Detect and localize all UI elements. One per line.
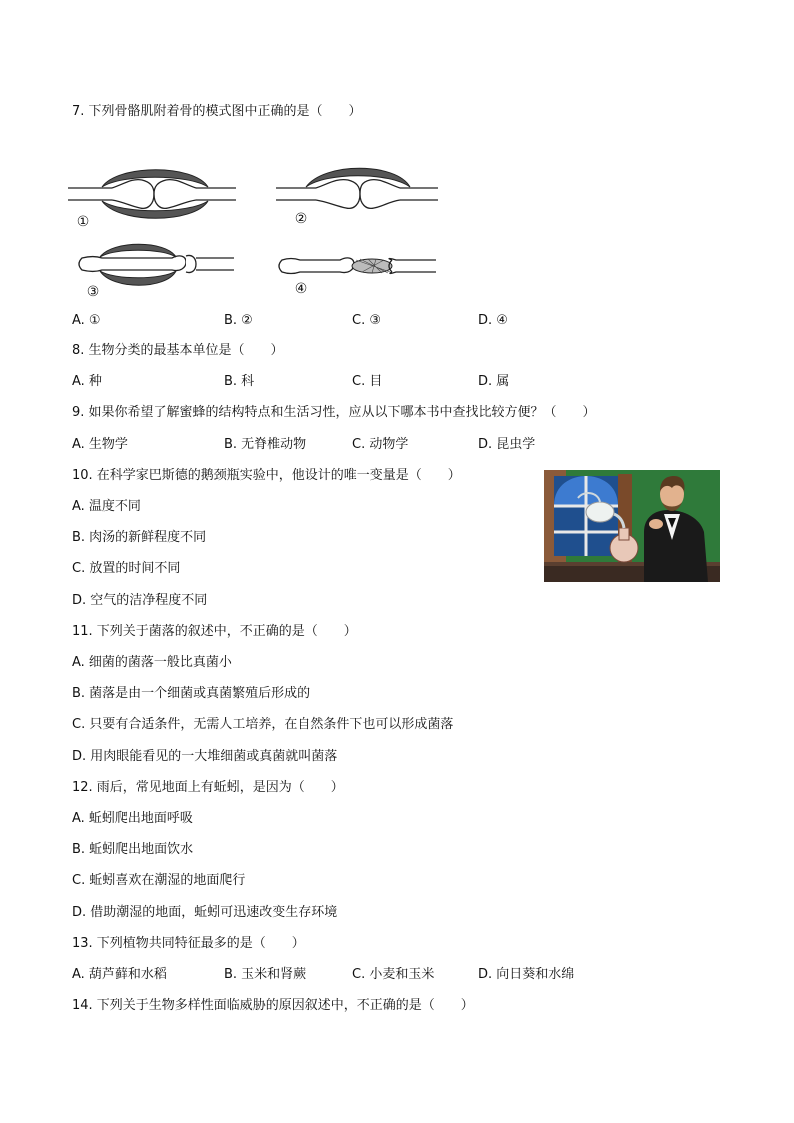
q11-option-c[interactable]: C. 只要有合适条件，无需人工培养，在自然条件下也可以形成菌落 [72, 717, 454, 732]
q10-option-b[interactable]: B. 肉汤的新鲜程度不同 [72, 530, 207, 545]
q11-option-d[interactable]: D. 用肉眼能看见的一大堆细菌或真菌就叫菌落 [72, 749, 338, 764]
q8-option-b[interactable]: B. 科 [224, 374, 255, 389]
muscle-bone-diagram-3 [76, 240, 236, 298]
q9-stem: 9. 如果你希望了解蜜蜂的结构特点和生活习性，应从以下哪本书中查找比较方便？（ ） [72, 405, 596, 420]
q9-option-c[interactable]: C. 动物学 [352, 437, 409, 452]
muscle-bottom [102, 201, 208, 218]
q12-option-c[interactable]: C. 蚯蚓喜欢在潮湿的地面爬行 [72, 873, 246, 888]
q7-option-b[interactable]: B. ② [224, 313, 253, 328]
q12-option-d[interactable]: D. 借助潮湿的地面，蚯蚓可迅速改变生存环境 [72, 905, 338, 920]
q13-stem: 13. 下列植物共同特征最多的是（ ） [72, 936, 305, 951]
q7-stem: 7. 下列骨骼肌附着骨的模式图中正确的是（ ） [72, 104, 362, 119]
q8-option-d[interactable]: D. 属 [478, 374, 510, 389]
figure-label-4: ④ [294, 281, 308, 297]
q12-stem: 12. 雨后，常见地面上有蚯蚓，是因为（ ） [72, 780, 344, 795]
q10-option-c[interactable]: C. 放置的时间不同 [72, 561, 181, 576]
q8-option-c[interactable]: C. 目 [352, 374, 383, 389]
q10-stem: 10. 在科学家巴斯德的鹅颈瓶实验中，他设计的唯一变量是（ ） [72, 468, 461, 483]
figure-label-2: ② [294, 211, 308, 227]
q8-stem: 8. 生物分类的最基本单位是（ ） [72, 343, 284, 358]
bone-right [154, 180, 236, 209]
q10-option-a[interactable]: A. 温度不同 [72, 499, 141, 514]
muscle-bone-diagram-1 [68, 160, 240, 236]
q11-option-b[interactable]: B. 菌落是由一个细菌或真菌繁殖后形成的 [72, 686, 311, 701]
q13-option-d[interactable]: D. 向日葵和水绵 [478, 967, 575, 982]
pasteur-experiment-illustration [544, 470, 720, 582]
q11-stem: 11. 下列关于菌落的叙述中，不正确的是（ ） [72, 624, 357, 639]
q7-option-c[interactable]: C. ③ [352, 313, 381, 328]
figure-label-3: ③ [86, 284, 100, 300]
q14-stem: 14. 下列关于生物多样性面临威胁的原因叙述中，不正确的是（ ） [72, 998, 474, 1013]
q7-option-a[interactable]: A. ① [72, 313, 101, 328]
q9-option-b[interactable]: B. 无脊椎动物 [224, 437, 307, 452]
q10-option-d[interactable]: D. 空气的洁净程度不同 [72, 593, 208, 608]
q13-option-a[interactable]: A. 葫芦藓和水稻 [72, 967, 167, 982]
q7-option-d[interactable]: D. ④ [478, 313, 508, 328]
q13-option-c[interactable]: C. 小麦和玉米 [352, 967, 435, 982]
q12-option-a[interactable]: A. 蚯蚓爬出地面呼吸 [72, 811, 193, 826]
q12-option-b[interactable]: B. 蚯蚓爬出地面饮水 [72, 842, 194, 857]
q11-option-a[interactable]: A. 细菌的菌落一般比真菌小 [72, 655, 232, 670]
bone-left [68, 180, 154, 209]
figure-label-1: ① [76, 214, 90, 230]
q13-option-b[interactable]: B. 玉米和肾蕨 [224, 967, 307, 982]
q9-option-d[interactable]: D. 昆虫学 [478, 437, 536, 452]
muscle-top [102, 170, 208, 187]
q9-option-a[interactable]: A. 生物学 [72, 437, 128, 452]
q8-option-a[interactable]: A. 种 [72, 374, 102, 389]
